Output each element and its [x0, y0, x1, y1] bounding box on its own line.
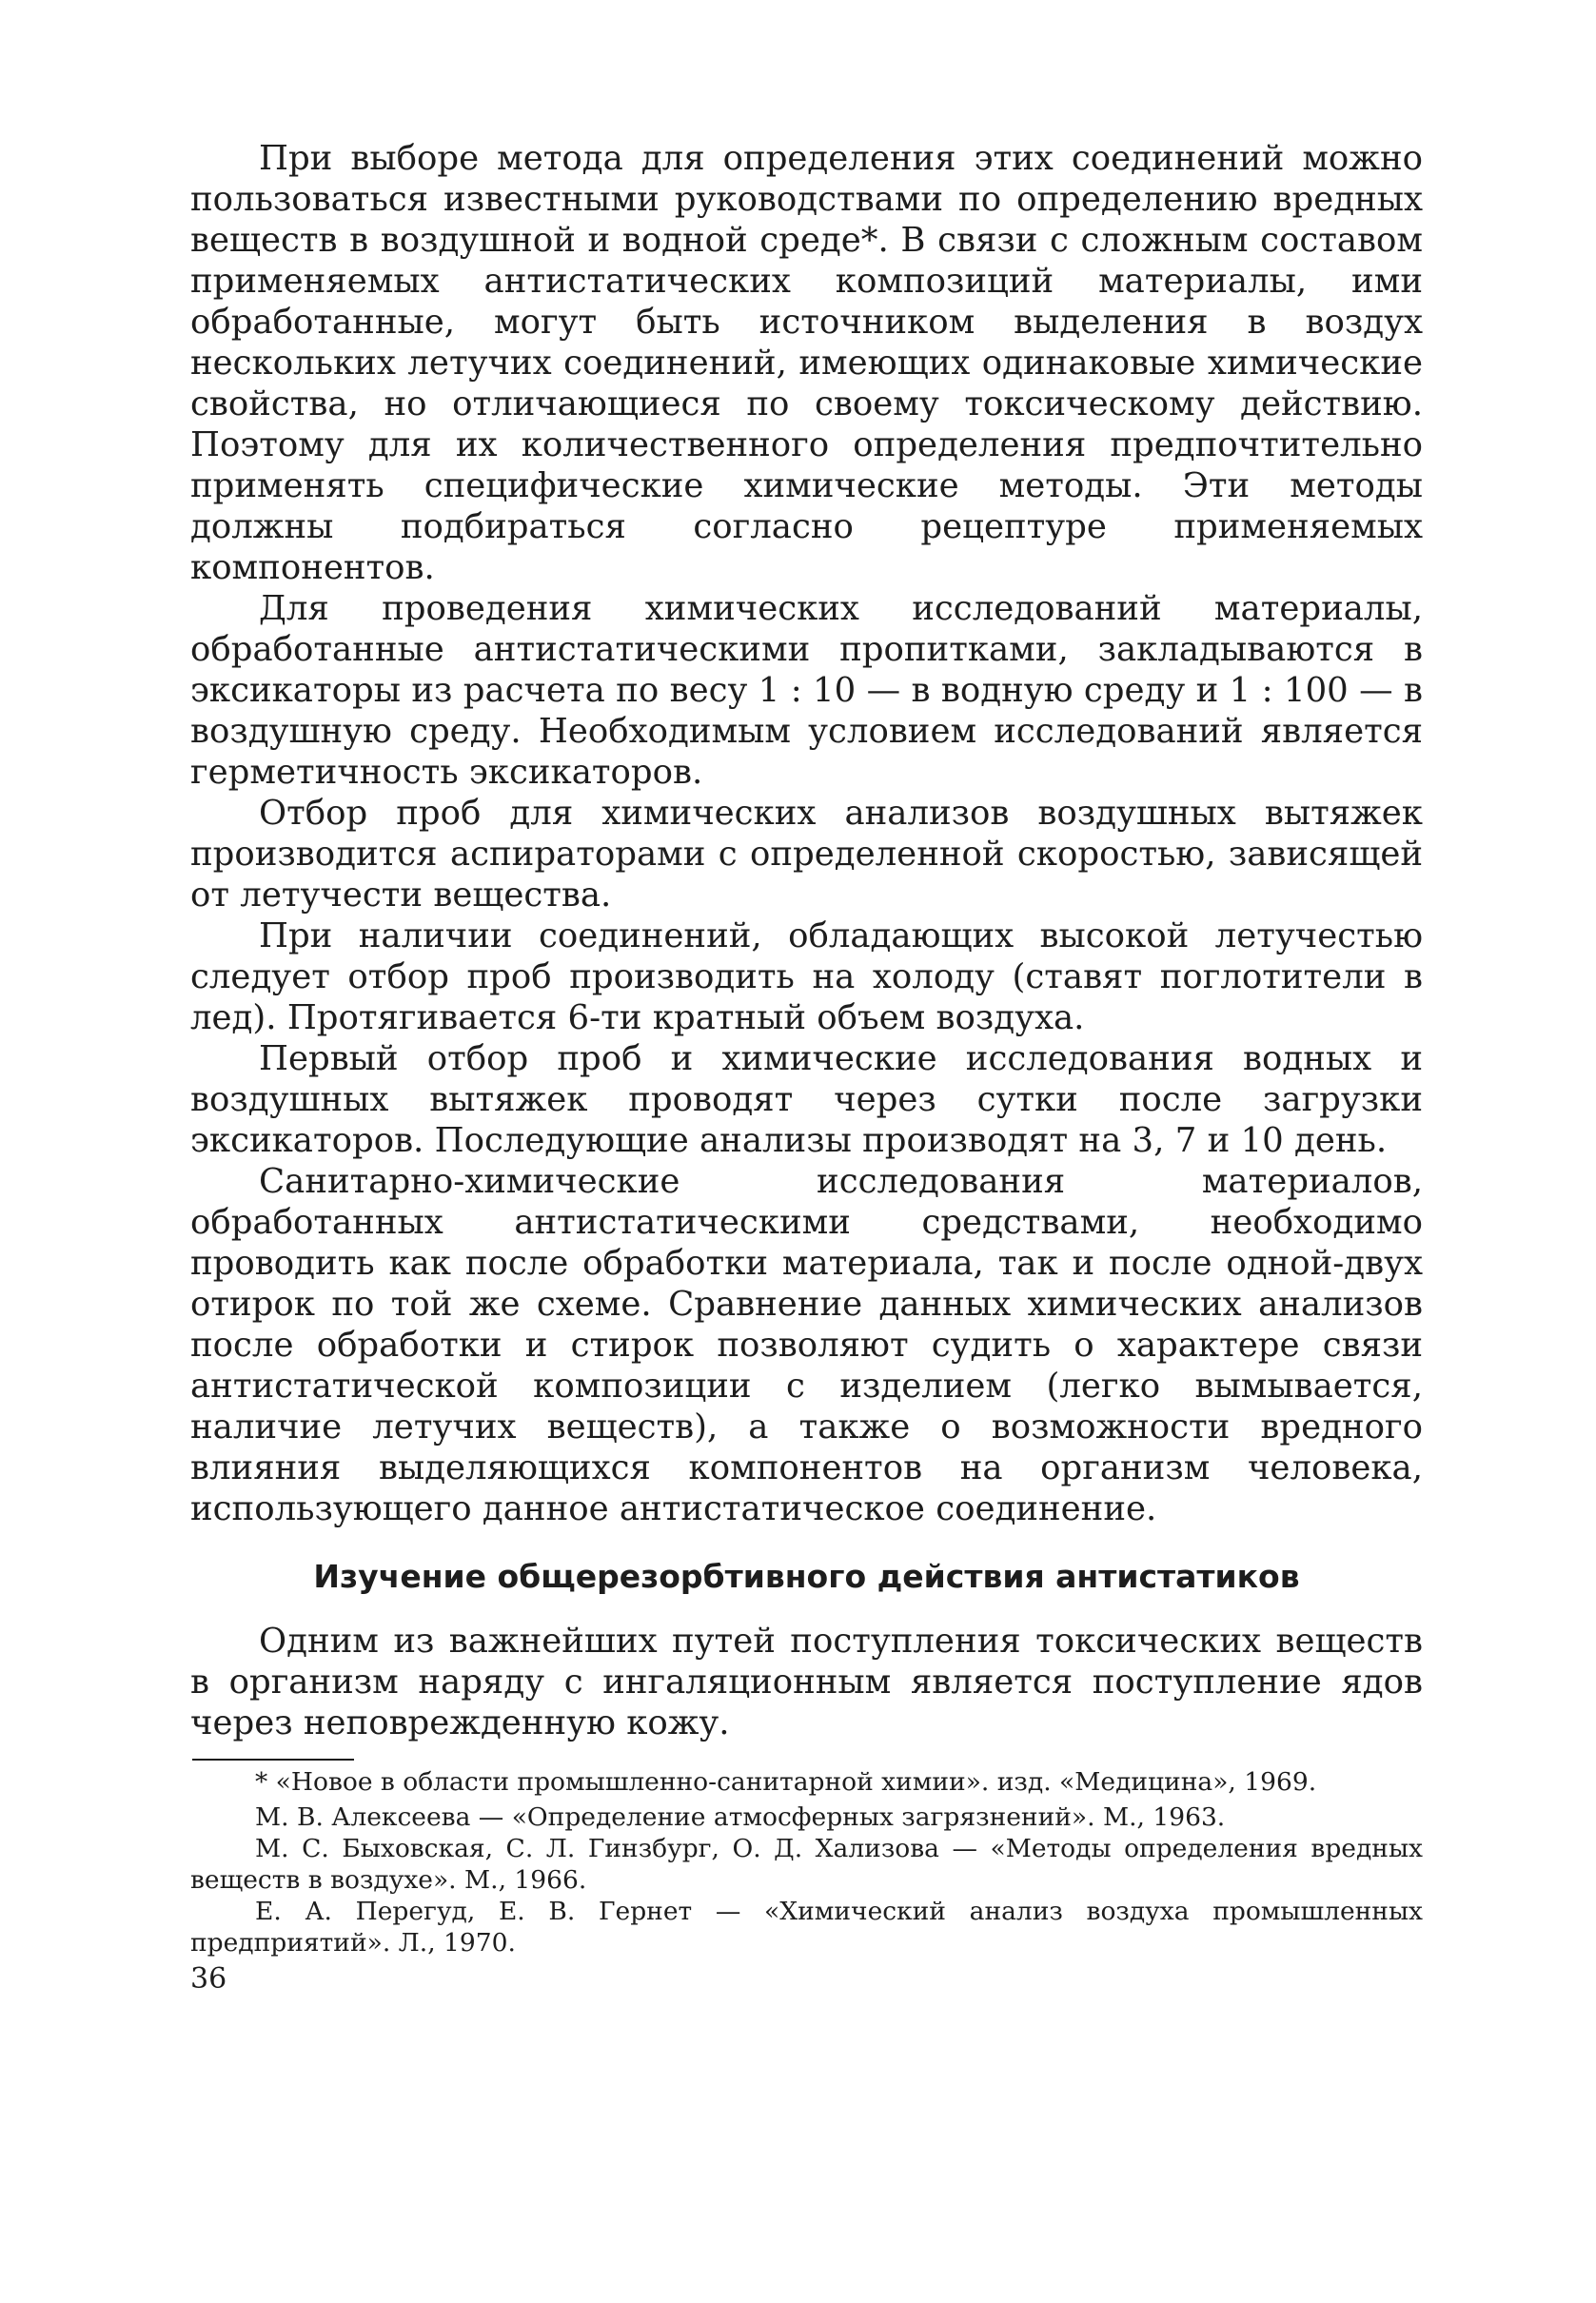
- paragraph-skin-absorption: Одним из важнейших путей поступления токсических веществ в организм наряду с ингаляционным является поступление ядов через неповрежденную кожу.: [190, 1622, 1423, 1742]
- footnote-item: М. В. Алексеева — «Определение атмосферных загрязнений». М., 1963.: [255, 1802, 1226, 1832]
- footnote-divider: [192, 1759, 354, 1761]
- paragraph-sampling: Отбор проб для химических анализов воздушных вытяжек производится аспираторами с определенной скоростью, зависящей от летучести вещества.: [190, 794, 1423, 915]
- footnote-item: М. С. Быховская, С. Л. Гинзбург, О. Д. Хализова — «Методы определения вредных веществ в воздухе». М., 1966.: [190, 1834, 1423, 1895]
- section-heading: Изучение общерезорбтивного действия антистатиков: [313, 1558, 1300, 1595]
- book-page: [190, 138, 1423, 1997]
- footnote-item: Е. А. Перегуд, Е. В. Гернет — «Химический анализ воздуха промышленных предприятий». Л., 1970.: [190, 1897, 1423, 1958]
- footnote-item: * «Новое в области промышленно-санитарной химии». изд. «Медицина», 1969.: [255, 1767, 1317, 1797]
- page-number: 36: [190, 1962, 227, 1996]
- paragraph-sanitary-chemical: Санитарно-химические исследования материалов, обработанных антистатическими средствами, необходимо проводить как после обработки материала, так и после одной-двух отирок по той же схеме. Сравнение данных химических анализов после обработки и стирок позволяют судить о характере связи антистатической композиции с изделием (легко вымывается, наличие летучих веществ), а также о возможности вредного влияния выделяющихся компонентов на организм человека, использующего данное антистатическое соединение.: [190, 1162, 1423, 1528]
- paragraph-method-selection: При выборе метода для определения этих соединений можно пользоваться известными руководствами по определению вредных веществ в воздушной и водной среде*. В связи с сложным составом применяемых антистатических композиций материалы, ими обработанные, могут быть источником выделения в воздух нескольких летучих соединений, имеющих одинаковые химические свойства, но отличающиеся по своему токсическому действию. Поэтому для их количественного определения предпочтительно применять специфические химические методы. Эти методы должны подбираться согласно рецептуре применяемых компонентов.: [190, 139, 1423, 587]
- paragraph-chemical-research: Для проведения химических исследований материалы, обработанные антистатическими пропитками, закладываются в эксикаторы из расчета по весу 1 : 10 — в водную среду и 1 : 100 — в воздушную среду. Необходимым условием исследований является герметичность эксикаторов.: [190, 589, 1423, 792]
- paragraph-volatile-compounds: При наличии соединений, обладающих высокой летучестью следует отбор проб производить на холоду (ставят поглотители в лед). Протягивается 6-ти кратный объем воздуха.: [190, 916, 1423, 1037]
- paragraph-first-sampling: Первый отбор проб и химические исследования водных и воздушных вытяжек проводят через сутки после загрузки эксикаторов. Последующие анализы производят на 3, 7 и 10 день.: [190, 1039, 1423, 1160]
